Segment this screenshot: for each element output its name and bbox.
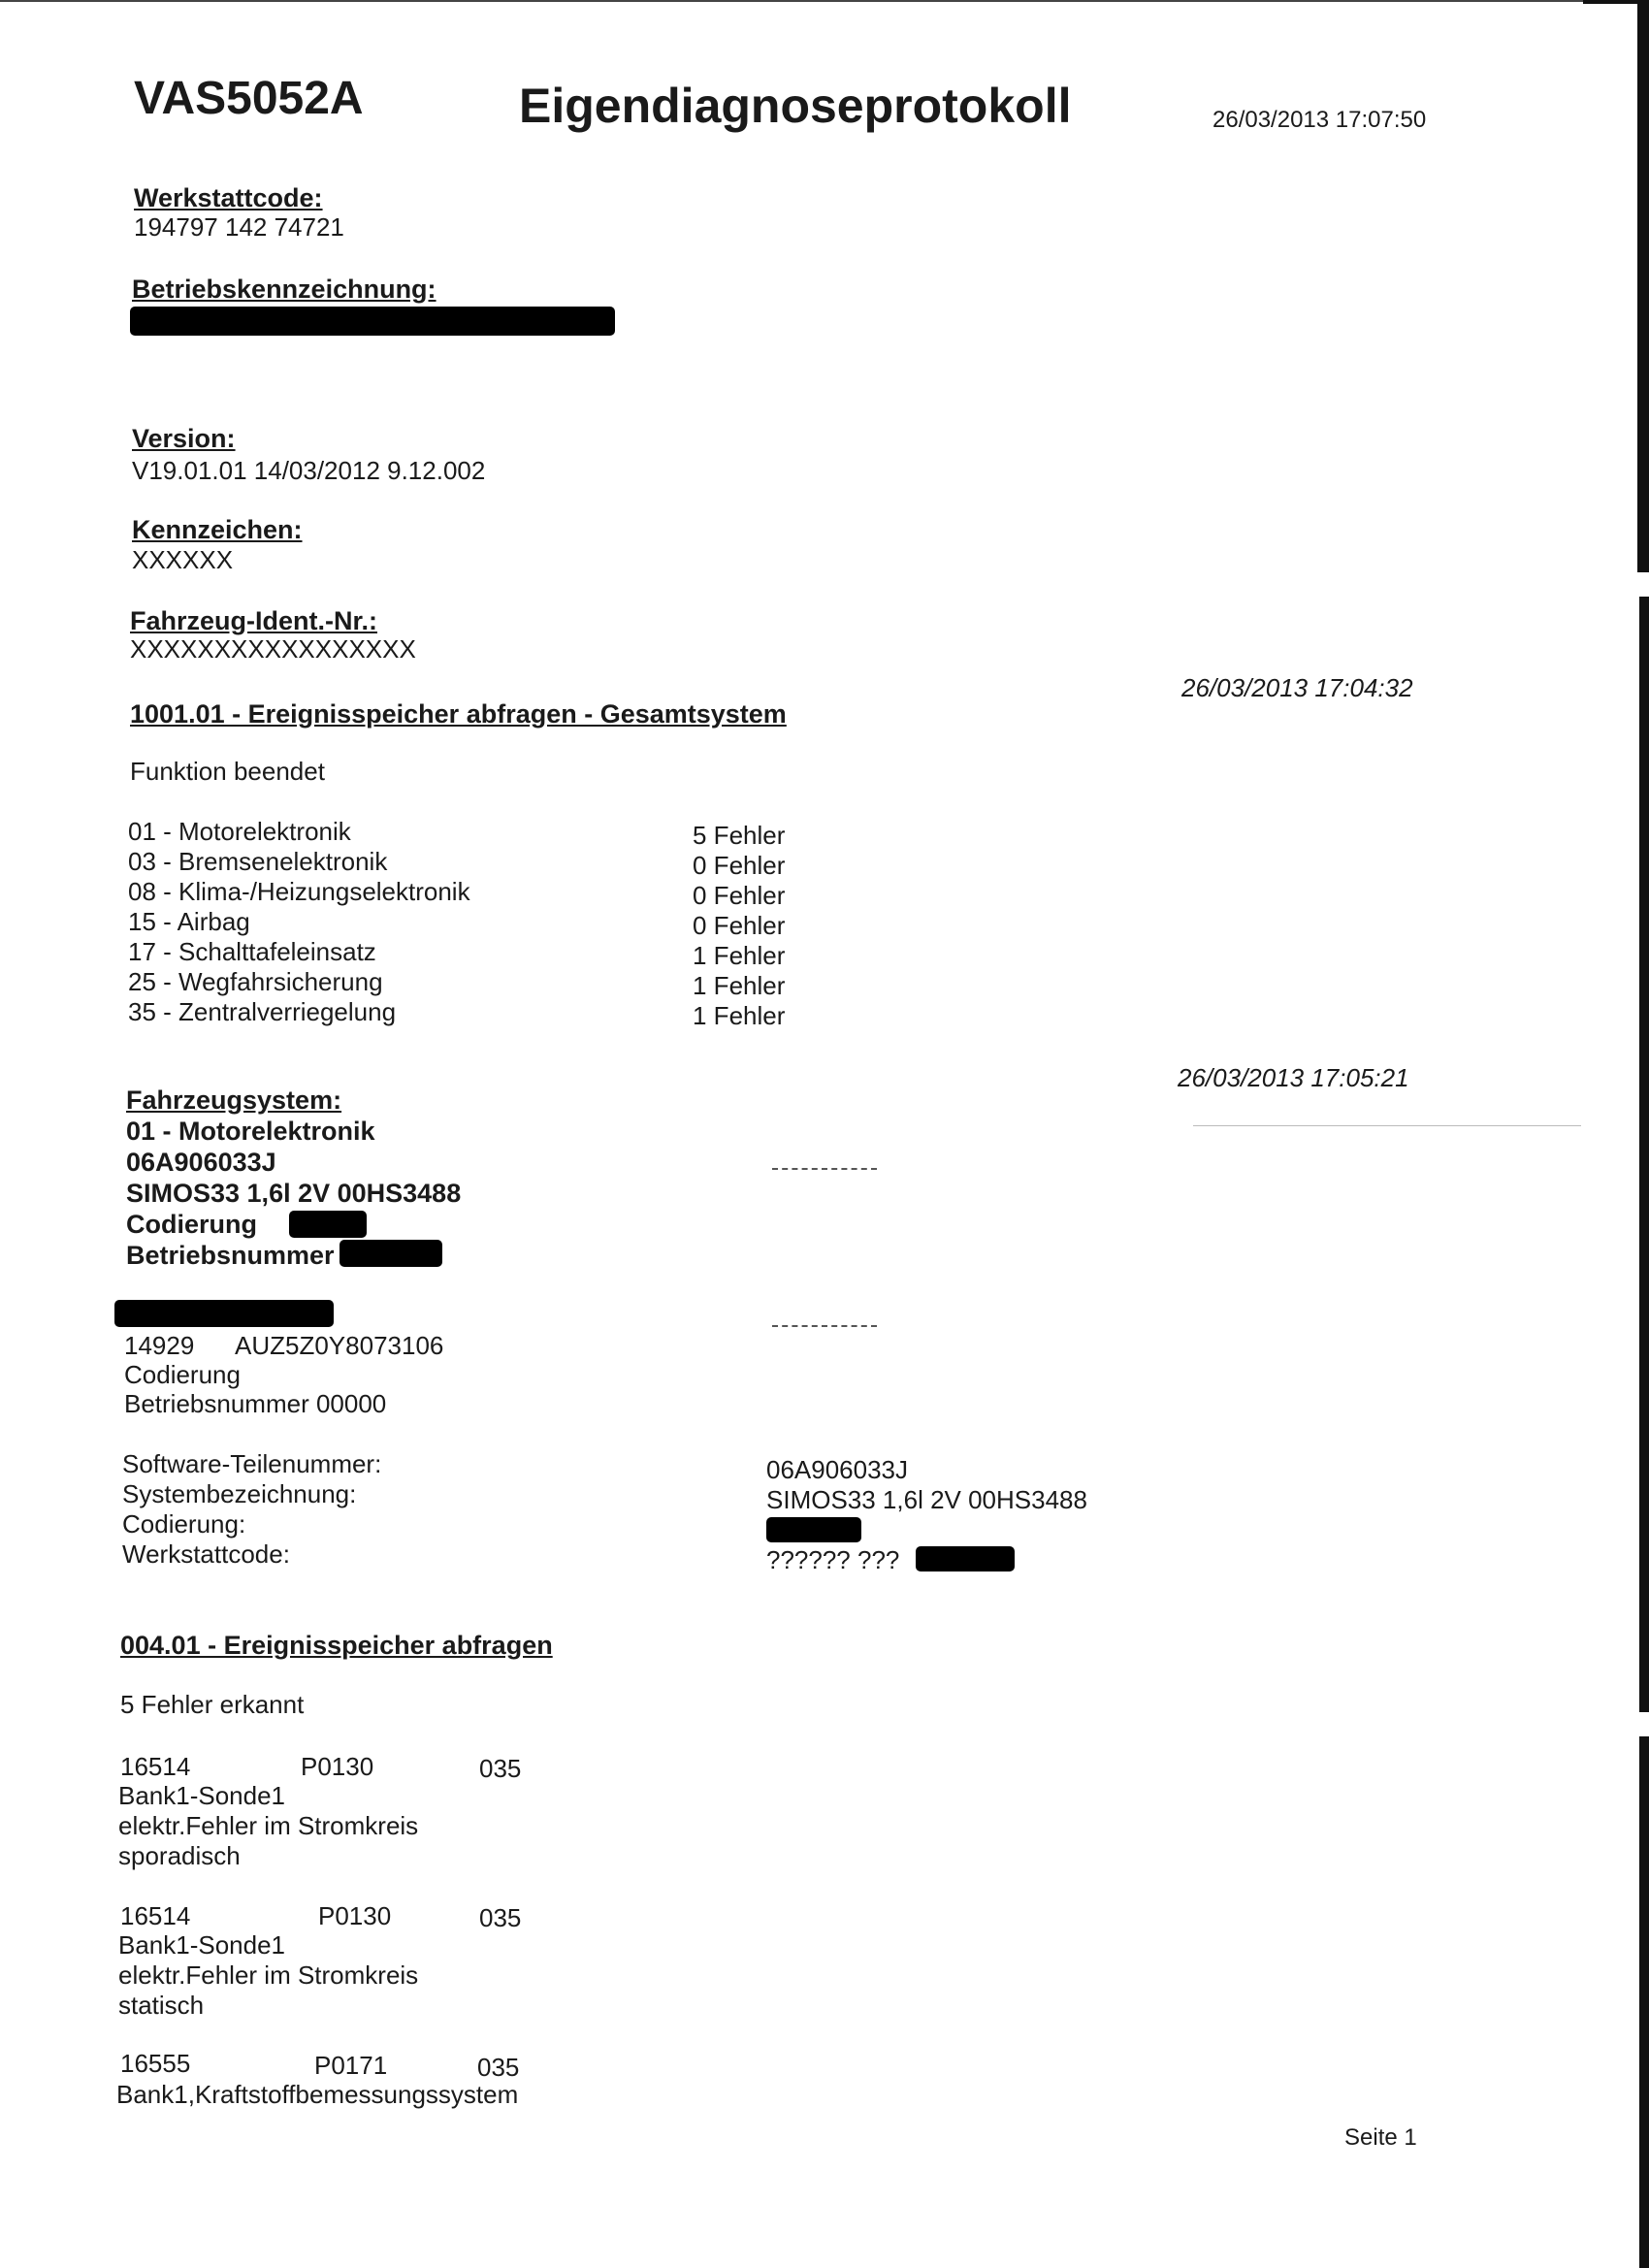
fault-count: 0 Fehler xyxy=(693,881,786,910)
fault-pcode: P0130 xyxy=(301,1752,374,1781)
fault-count: 5 Fehler xyxy=(693,821,786,850)
fault-num: 035 xyxy=(479,1903,522,1932)
list-item: 08 - Klima-/Heizungselektronik xyxy=(128,877,470,906)
fault-line: Bank1-Sonde1 xyxy=(118,1930,286,1960)
fault-code: 16514 xyxy=(120,1752,191,1781)
fault-details xyxy=(116,2080,518,2110)
fault-num: 035 xyxy=(477,2053,520,2082)
redaction-bar xyxy=(340,1240,442,1267)
systembezeichnung-value: SIMOS33 1,6l 2V 00HS3488 xyxy=(766,1485,1087,1514)
fault-num: 035 xyxy=(479,1754,522,1783)
fault-count-list xyxy=(693,821,785,1031)
fault-line: Bank1,Kraftstoffbemessungssystem xyxy=(116,2080,519,2109)
systembezeichnung-label: Systembezeichnung: xyxy=(122,1479,357,1508)
system-description: SIMOS33 1,6l 2V 00HS3488 xyxy=(126,1179,462,1208)
list-item: 17 - Schalttafeleinsatz xyxy=(128,937,376,966)
scan-edge-right xyxy=(1637,0,1649,572)
redaction-bar xyxy=(766,1517,861,1542)
werkstattcode-value: 194797 142 74721 xyxy=(134,212,344,242)
section1-timestamp: 26/03/2013 17:04:32 xyxy=(1181,673,1413,702)
page-number: Seite 1 xyxy=(1344,2124,1417,2151)
fault-count: 0 Fehler xyxy=(693,851,786,880)
software-value: 06A906033J xyxy=(766,1455,909,1484)
werkstattcode-value-2: ?????? ??? xyxy=(766,1545,900,1574)
id-number: 14929 xyxy=(124,1331,195,1360)
divider xyxy=(772,1325,877,1327)
fault-details xyxy=(118,1930,418,2021)
fault-count: 1 Fehler xyxy=(693,971,786,1000)
section2-timestamp: 26/03/2013 17:05:21 xyxy=(1178,1063,1409,1092)
fault-count: 0 Fehler xyxy=(693,911,786,940)
scan-edge-top xyxy=(0,0,1591,2)
redaction-bar xyxy=(916,1546,1015,1571)
fault-line: statisch xyxy=(118,1991,205,2020)
werkstattcode-label: Werkstattcode: xyxy=(134,183,323,212)
device-name: VAS5052A xyxy=(134,73,364,124)
redaction-bar xyxy=(289,1211,367,1238)
fault-code: 16555 xyxy=(120,2049,191,2078)
scan-edge-right xyxy=(1639,597,1649,1712)
werkstattcode-label-2: Werkstattcode: xyxy=(122,1539,290,1569)
fin-label: Fahrzeug-Ident.-Nr.: xyxy=(130,606,377,635)
version-label: Version: xyxy=(132,424,236,453)
divider xyxy=(772,1168,877,1170)
id-code: AUZ5Z0Y8073106 xyxy=(235,1331,444,1360)
fault-pcode: P0130 xyxy=(318,1901,392,1930)
list-item: 03 - Bremsenelektronik xyxy=(128,847,388,876)
system-name: 01 - Motorelektronik xyxy=(126,1117,375,1146)
redaction-bar xyxy=(130,307,615,336)
list-item: 25 - Wegfahrsicherung xyxy=(128,967,383,996)
section3-summary: 5 Fehler erkannt xyxy=(120,1690,305,1719)
fault-line: elektr.Fehler im Stromkreis xyxy=(118,1811,419,1840)
fault-count: 1 Fehler xyxy=(693,1001,786,1030)
fin-value: XXXXXXXXXXXXXXXXX xyxy=(130,634,416,664)
betriebsnummer: Betriebsnummer xyxy=(126,1241,335,1270)
codierung-2: Codierung xyxy=(124,1360,241,1389)
section1-status: Funktion beendet xyxy=(130,757,325,786)
fault-line: elektr.Fehler im Stromkreis xyxy=(118,1960,419,1990)
fault-count: 1 Fehler xyxy=(693,941,786,970)
list-item: 35 - Zentralverriegelung xyxy=(128,997,397,1026)
fault-pcode: P0171 xyxy=(314,2051,388,2080)
version-value: V19.01.01 14/03/2012 9.12.002 xyxy=(132,456,486,485)
section3-title: 004.01 - Ereignisspeicher abfragen xyxy=(120,1631,553,1660)
list-item: 01 - Motorelektronik xyxy=(128,817,351,846)
redaction-bar xyxy=(114,1300,334,1327)
fault-code: 16514 xyxy=(120,1901,191,1930)
list-item: 15 - Airbag xyxy=(128,907,250,936)
betriebsnummer-2: Betriebsnummer 00000 xyxy=(124,1389,387,1418)
fault-line: Bank1-Sonde1 xyxy=(118,1781,286,1810)
scan-edge-right xyxy=(1639,1736,1649,2268)
system-list xyxy=(128,817,470,1027)
codierung-label: Codierung: xyxy=(122,1509,246,1539)
kennzeichen-label: Kennzeichen: xyxy=(132,515,303,544)
betriebskennzeichnung-label: Betriebskennzeichnung: xyxy=(132,275,436,304)
scan-edge-right xyxy=(1583,0,1639,4)
fault-line: sporadisch xyxy=(118,1841,241,1870)
fault-details xyxy=(118,1781,418,1871)
fahrzeugsystem-label: Fahrzeugsystem: xyxy=(126,1085,342,1115)
part-number: 06A906033J xyxy=(126,1148,276,1177)
divider xyxy=(1193,1125,1581,1126)
section1-title: 1001.01 - Ereignisspeicher abfragen - Gesamtsystem xyxy=(130,699,787,729)
software-label: Software-Teilenummer: xyxy=(122,1449,382,1478)
codierung: Codierung xyxy=(126,1210,257,1239)
page-title: Eigendiagnoseprotokoll xyxy=(519,79,1072,133)
header-timestamp: 26/03/2013 17:07:50 xyxy=(1212,107,1427,133)
detail-labels xyxy=(122,1449,381,1570)
kennzeichen-value: XXXXXX xyxy=(132,545,234,574)
